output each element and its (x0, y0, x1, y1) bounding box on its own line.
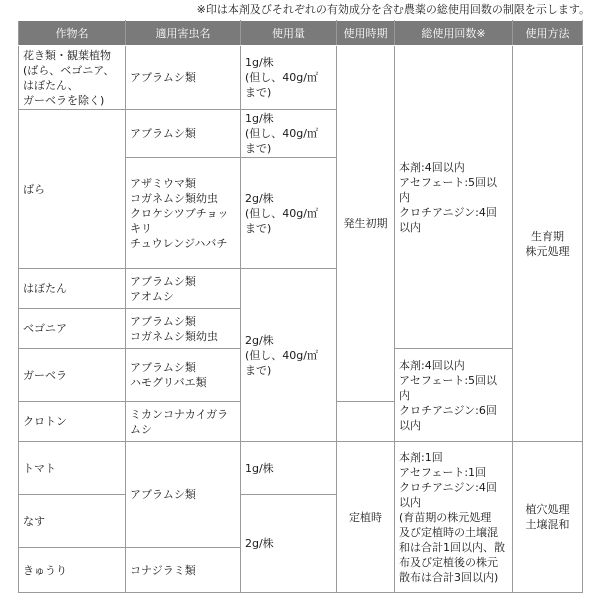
table-row (19, 46, 583, 110)
header-amount: 使用量 (241, 21, 337, 46)
pest-cell: アブラムシ類 アオムシ (126, 269, 241, 309)
crop-cell: 花き類・観葉植物 (ばら、ベゴニア、 はぼたん、 ガーベラを除く) (19, 46, 126, 110)
crop-cell: ベゴニア (19, 309, 126, 349)
pest-cell: アザミウマ類 コガネムシ類幼虫 クロケシツブチョッ キリ チュウレンジハバチ (126, 158, 241, 269)
pest-cell: アブラムシ類 ハモグリバエ類 (126, 349, 241, 402)
total-uses-cell: 本剤:4回以内 アセフェート:5回以 内 クロチアニジン:6回 以内 (395, 349, 513, 442)
header-total-uses: 総使用回数※ (395, 21, 513, 46)
timing-cell: 発生初期 (337, 46, 395, 402)
crop-cell: クロトン (19, 402, 126, 442)
page-note: ※印は本剤及びそれぞれの有効成分を含む農薬の総使用回数の制限を示します。 (196, 3, 590, 16)
amount-cell: 1g/株 (但し、40g/㎡ まで) (241, 46, 337, 110)
table-header-row (19, 21, 583, 46)
amount-cell: 2g/株 (但し、40g/㎡ まで) (241, 269, 337, 442)
header-crop: 作物名 (19, 21, 126, 46)
method-cell: 植穴処理 土壌混和 (513, 442, 583, 593)
header-timing: 使用時期 (337, 21, 395, 46)
amount-cell: 1g/株 (241, 442, 337, 495)
pest-cell: アブラムシ類 (126, 442, 241, 548)
total-uses-cell: 本剤:4回以内 アセフェート:5回以 内 クロチアニジン:4回 以内 (395, 46, 513, 349)
crop-cell: トマト (19, 442, 126, 495)
crop-cell: はぼたん (19, 269, 126, 309)
pest-cell: ミカンコナカイガラ ムシ (126, 402, 241, 442)
amount-cell: 1g/株 (但し、40g/㎡ まで) (241, 110, 337, 158)
total-uses-cell: 本剤:1回 アセフェート:1回 クロチアニジン:4回 以内 (育苗期の株元処理 及び定植時の土壌混 和は合計1回以内、散 布及び定植後の株元 散布は合計3回以内) (395, 442, 513, 593)
pest-cell: コナジラミ類 (126, 548, 241, 593)
pest-cell: アブラムシ類 (126, 110, 241, 158)
pest-cell: アブラムシ類 コガネムシ類幼虫 (126, 309, 241, 349)
table-row (19, 442, 583, 495)
header-method: 使用方法 (513, 21, 583, 46)
crop-cell: なす (19, 495, 126, 548)
crop-cell: ガーベラ (19, 349, 126, 402)
header-pest: 適用害虫名 (126, 21, 241, 46)
crop-cell: ばら (19, 110, 126, 269)
pesticide-usage-table (18, 20, 583, 593)
pest-cell: アブラムシ類 (126, 46, 241, 110)
crop-cell: きゅうり (19, 548, 126, 593)
amount-cell: 2g/株 (但し、40g/㎡ まで) (241, 158, 337, 269)
timing-cell: 定植時 (337, 442, 395, 593)
method-cell: 生育期 株元処理 (513, 46, 583, 442)
amount-cell: 2g/株 (241, 495, 337, 593)
